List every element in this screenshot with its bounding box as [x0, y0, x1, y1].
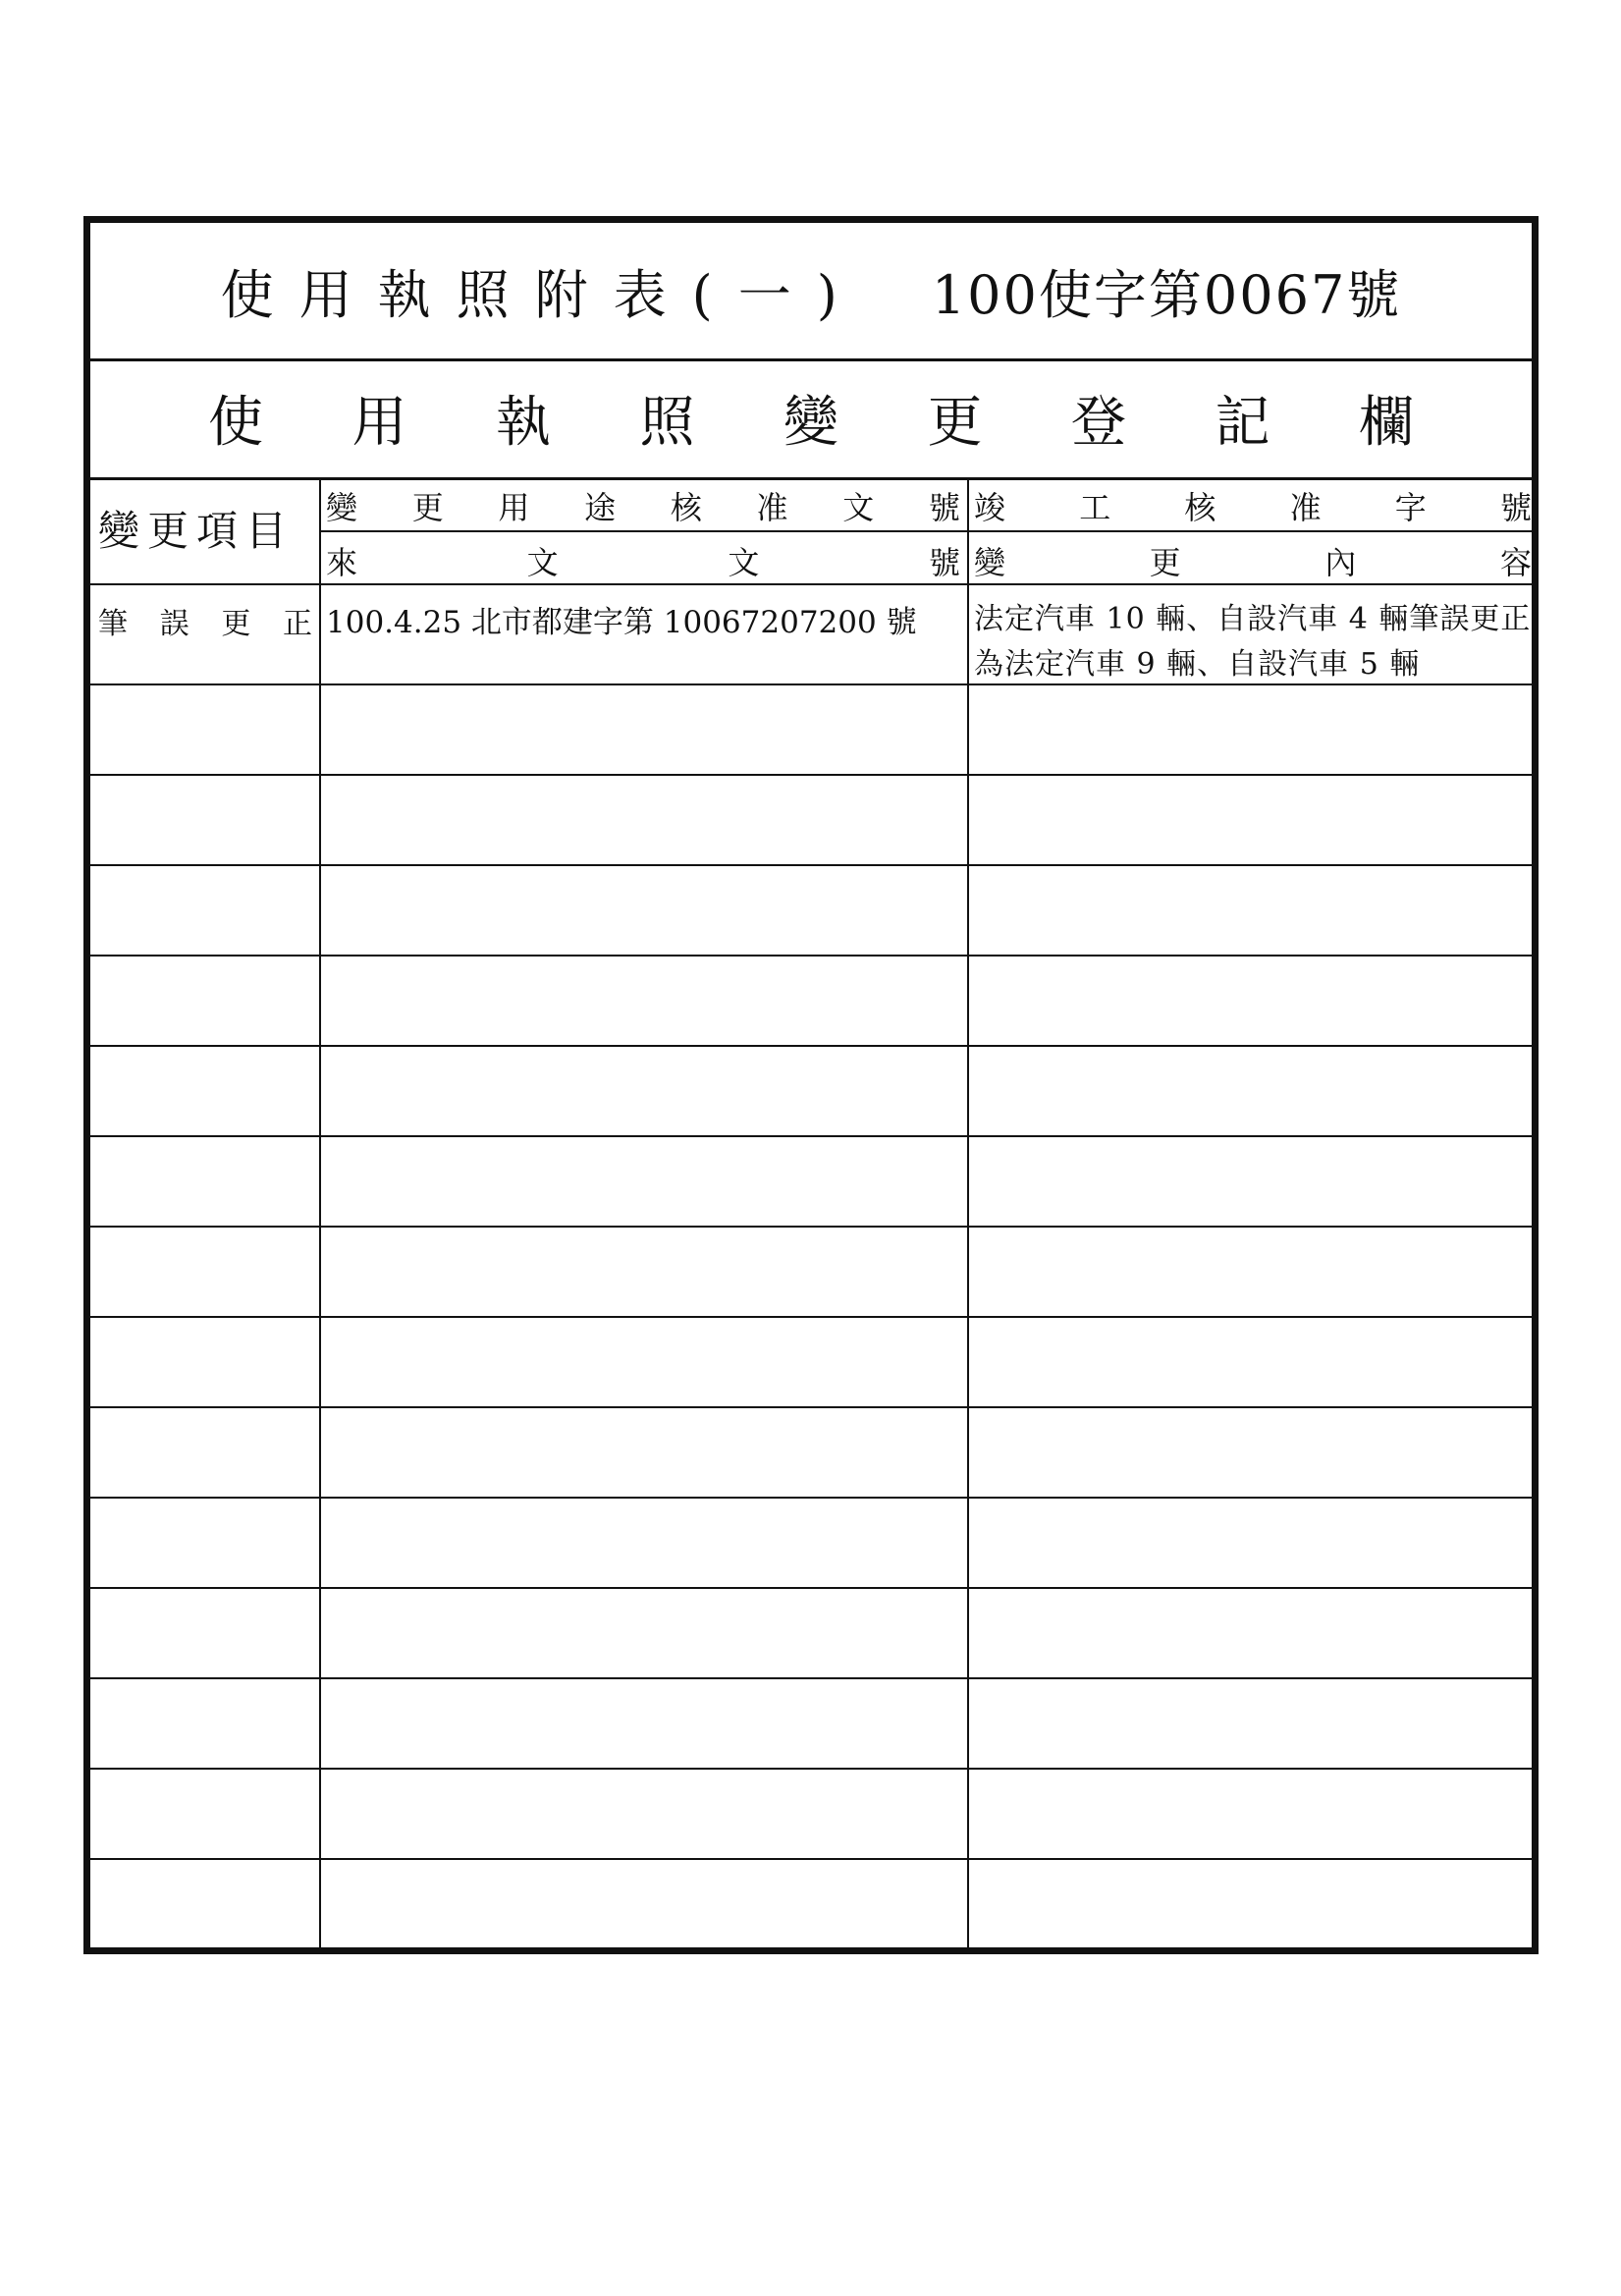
header-char: 准	[756, 489, 788, 526]
entry-item-char: 正	[282, 607, 312, 641]
section-title-char: 執	[496, 390, 551, 455]
header-char: 用	[498, 489, 530, 526]
header-char: 更	[1149, 544, 1181, 581]
header-incoming-doc-no	[326, 538, 960, 583]
section-title-char: 更	[927, 390, 983, 455]
section-title-row	[90, 358, 1532, 480]
section-title-char: 變	[783, 390, 838, 455]
entry-item-char: 筆	[98, 607, 128, 641]
section-title-char: 記	[1215, 390, 1270, 455]
header-char: 核	[670, 489, 702, 526]
section-title	[208, 358, 1414, 477]
row-divider	[90, 1768, 1532, 1770]
header-char: 文	[526, 544, 559, 581]
section-title-char: 使	[208, 390, 263, 455]
row-divider	[90, 1045, 1532, 1047]
header-char: 准	[1289, 489, 1322, 526]
header-change-item: 變更項目	[98, 507, 296, 555]
header-char: 字	[1394, 489, 1427, 526]
header-usage-approval-no	[326, 483, 960, 528]
row-divider	[90, 1497, 1532, 1499]
header-char: 核	[1184, 489, 1216, 526]
entry-change-item	[98, 599, 312, 642]
row-divider	[90, 1677, 1532, 1679]
header-char: 變	[326, 489, 358, 526]
header-char: 途	[584, 489, 617, 526]
header-char: 工	[1079, 489, 1111, 526]
usage-permit-appendix-form	[83, 216, 1539, 1954]
change-registry-table	[90, 477, 1532, 1947]
header-char: 來	[326, 544, 358, 581]
header-char: 變	[974, 544, 1006, 581]
form-title: 使用執照附表(一)	[220, 263, 863, 326]
section-title-char: 登	[1071, 390, 1126, 455]
entry-item-char: 誤	[159, 607, 189, 641]
header-char: 號	[928, 489, 960, 526]
header-subdivider	[319, 530, 1532, 532]
row-divider	[90, 1226, 1532, 1228]
header-completion-approval-no	[974, 483, 1532, 528]
form-title-row	[90, 223, 1532, 361]
row-divider	[90, 1858, 1532, 1860]
header-char: 內	[1324, 544, 1357, 581]
row-divider	[90, 1406, 1532, 1408]
header-char: 號	[1499, 489, 1532, 526]
column-divider	[319, 477, 321, 1947]
row-divider	[90, 774, 1532, 776]
header-char: 號	[928, 544, 960, 581]
permit-number: 100使字第0067號	[931, 263, 1402, 326]
row-divider	[90, 864, 1532, 866]
row-divider	[90, 955, 1532, 957]
header-char: 文	[842, 489, 875, 526]
row-divider	[90, 1587, 1532, 1589]
header-change-content	[974, 538, 1532, 583]
section-title-char: 欄	[1359, 390, 1414, 455]
header-char: 文	[728, 544, 760, 581]
header-char: 容	[1499, 544, 1532, 581]
entry-doc-number: 100.4.25 北市都建字第 10067207200 號	[326, 605, 917, 640]
row-divider	[90, 1135, 1532, 1137]
row-divider	[90, 1316, 1532, 1318]
column-divider	[967, 477, 969, 1947]
entry-item-char: 更	[221, 607, 251, 641]
section-title-char: 照	[639, 390, 695, 455]
header-char: 竣	[974, 489, 1006, 526]
section-title-char: 用	[351, 390, 407, 455]
entry-change-content: 法定汽車 10 輛、自設汽車 4 輛筆誤更正為法定汽車 9 輛、自設汽車 5 輛	[974, 602, 1532, 682]
header-char: 更	[411, 489, 444, 526]
header-divider	[90, 583, 1532, 585]
